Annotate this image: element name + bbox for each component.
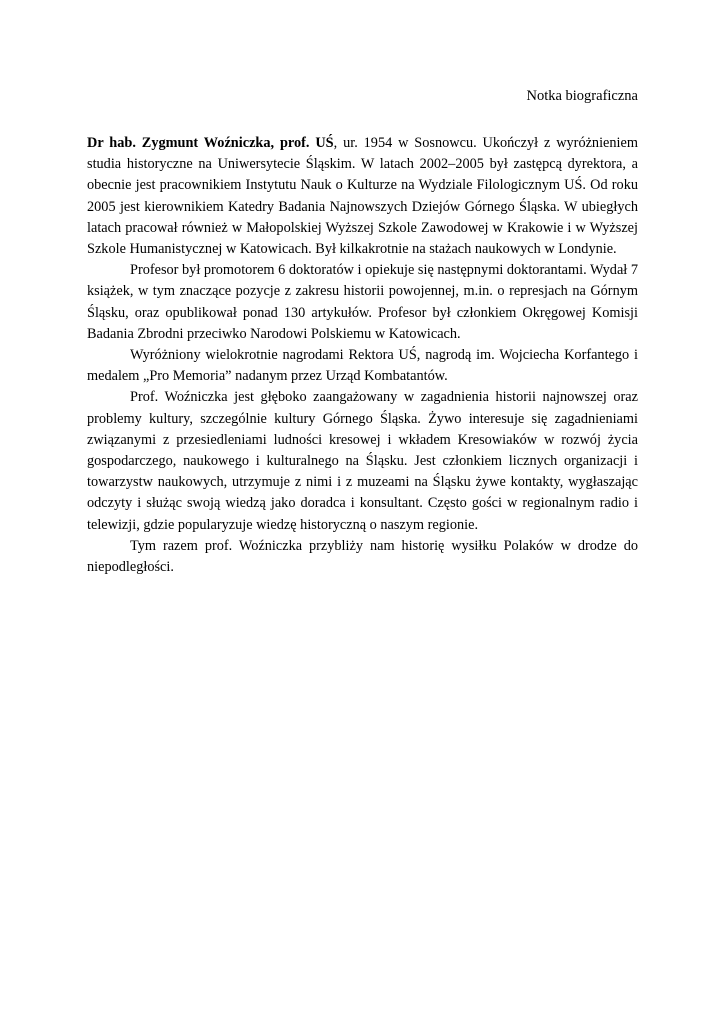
paragraph-doctorates: Profesor był promotorem 6 doktoratów i opiekuje się następnymi doktorantami. Wydał 7 książek, w tym znaczące pozycje z zakresu historii powojennej, m.in. o represjach na Górnym Śląsku, oraz opublikował ponad 130 artykułów. Profesor był członkiem Okręgowej Komisji Badania Zbrodni przeciwko Narodowi Polskiemu w Katowicach. [87, 262, 638, 342]
intro-paragraph [87, 133, 638, 260]
intro-text: , ur. 1954 w Sosnowcu. Ukończył z wyróżnieniem studia historyczne na Uniwersytecie Śląskim. W latach 2002–2005 był zastępcą dyrektora, a obecnie jest pracownikiem Instytutu Nauk o Kulturze na Wydziale Filologicznym UŚ. Od roku 2005 jest kierownikiem Katedry Badania Najnowszych Dziejów Górnego Śląska. W ubiegłych latach pracował również w Małopolskiej Wyższej Szkole Zawodowej w Krakowie i w Wyższej Szkole Humanistycznej w Katowicach. Był kilkakrotnie na stażach naukowych w Londynie. [87, 135, 638, 258]
document-title: Notka biograficzna [526, 88, 638, 104]
document-body [87, 133, 638, 578]
author-name: Dr hab. Zygmunt Woźniczka, prof. UŚ [87, 135, 334, 151]
paragraph-lecture-topic: Tym razem prof. Woźniczka przybliży nam historię wysiłku Polaków w drodze do niepodległości. [87, 537, 638, 576]
paragraph-engagement: Prof. Woźniczka jest głęboko zaangażowany w zagadnienia historii najnowszej oraz problemy kultury, szczególnie kultury Górnego Śląska. Żywo interesuje się zagadnieniami związanymi z przesiedleniami ludności kresowej i wkładem Kresowiaków w rozwój życia gospodarczego, naukowego i kulturalnego na Śląsku. Jest członkiem licznych organizacji i towarzystw naukowych, utrzymuje z nimi i z muzeami na Śląsku żywe kontakty, wygłaszając odczyty i służąc swoją wiedzą jako doradca i konsultant. Często gości w regionalnym radio i telewizji, gdzie popularyzuje wiedzę historyczną o naszym regionie. [87, 389, 638, 533]
paragraph-awards: Wyróżniony wielokrotnie nagrodami Rektora UŚ, nagrodą im. Wojciecha Korfantego i medalem „Pro Memoria” nadanym przez Urząd Kombatantów. [87, 347, 638, 385]
